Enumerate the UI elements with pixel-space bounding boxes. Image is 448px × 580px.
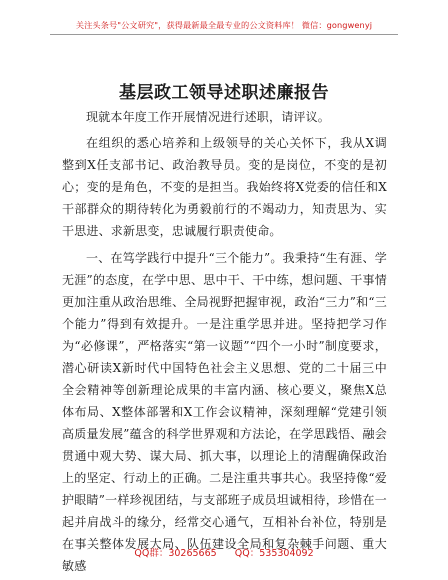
footer-contact: QQ群：30265665 QQ：535304092: [134, 548, 314, 559]
body-paragraph-2: 一、在笃学践行中提升“三个能力”。我秉持“生有涯、学无涯”的态度，在学中思、思中干、干中练，想问题、干事情更加注重从政治思维、全局视野把握审视，政治“三力”和“三个能力”得到有效提升。一是注重学思并进。坚持把学习作为“必修课”，严格落实“第一议题”“四个一小时”制度要求，潜心研读X新时代中国特色社会主义思想、党的二十届三中全会精神等创新理论成果的丰富内涵、核心要义，聚焦X总体布局、X整体部署和X工作会议精神，深刻理解“党建引领高质量发展”蕴含的科学世界观和方法论，在学思践悟、融会贯通中观大势、谋大局、抓大事，以理论上的清醒确保政治上的坚定、行动上的正确。二是注重共事共心。我坚持像“爱护眼睛”一样珍视团结，与支部班子成员坦诚相待，珍惜在一起并肩战斗的缘分，经常交心通气，互相补台补位，特别是在事关整体发展大局、队伍建设全局和复杂棘手问题、重大敏感: [62, 251, 387, 573]
header-divider: [50, 34, 398, 35]
document-body: [62, 106, 387, 577]
body-paragraph-1: 在组织的悉心培养和上级领导的关心关怀下，我从X调整到X任支部书记、政治教导员。变的是岗位，不变的是初心；变的是角色，不变的是担当。我始终将X党委的信任和X干部群众的期待转化为勇毅前行的不竭动力，知责思为、实干思进、求新思变，忠诚履行职责使命。: [62, 136, 387, 238]
header-promo-note: 关注头条号"公文研究"，获得最新最全最专业的公文资料库！ 微信：gongwenyj: [75, 20, 373, 30]
greeting-paragraph: 现就本年度工作开展情况进行述职，请评议。: [86, 110, 331, 124]
document-title: 基层政工领导述职述廉报告: [119, 83, 329, 103]
